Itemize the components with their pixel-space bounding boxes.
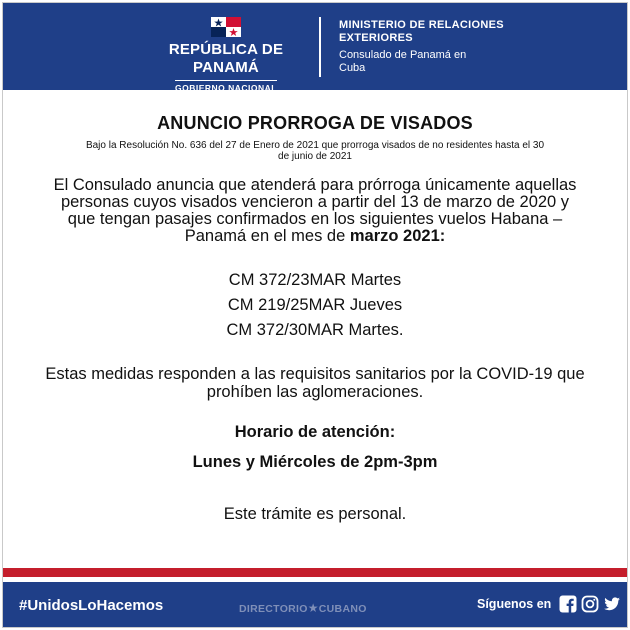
twitter-icon[interactable]: [603, 595, 621, 613]
ministry-block: [339, 19, 509, 75]
country-name: REPÚBLICA DE PANAMÁ: [168, 41, 284, 76]
government-name: GOBIERNO NACIONAL: [175, 80, 277, 93]
panama-flag-icon: [211, 17, 241, 37]
consulate-name: Consulado de Panamá en Cuba: [339, 49, 467, 74]
hashtag: #UnidosLoHacemos: [19, 597, 164, 614]
announcement-card: [2, 2, 628, 628]
main-paragraph-bold: marzo 2021:: [349, 227, 446, 245]
main-paragraph-text: El Consulado anuncia que atenderá para prórroga únicamente aquellas personas cuyos visados vencieron a partir del 13 de marzo de 2020 y que tengan pasajes confirmados en los siguientes vuelos Habana – Panamá en el mes de: [53, 176, 577, 245]
instagram-icon[interactable]: [581, 595, 599, 613]
star-icon: ★: [307, 601, 319, 615]
social-links: [477, 595, 621, 613]
ministry-name: MINISTERIO DE RELACIONES EXTERIORES: [339, 19, 504, 44]
main-paragraph: [50, 177, 580, 245]
watermark-right: CUBANO: [318, 603, 367, 615]
follow-label: Síguenos en: [477, 597, 552, 611]
header-banner: [3, 3, 627, 93]
header-divider: [319, 17, 321, 77]
facebook-icon[interactable]: [559, 595, 577, 613]
flight-item: CM 372/30MAR Martes.: [226, 321, 404, 339]
personal-note: Este trámite es personal.: [223, 505, 407, 523]
footer-banner: [3, 582, 627, 628]
announcement-title: ANUNCIO PRORROGA DE VISADOS: [157, 113, 473, 133]
flight-item: CM 372/23MAR Martes: [228, 271, 402, 289]
footer-red-stripe: [3, 568, 627, 577]
announcement-subtitle: Bajo la Resolución No. 636 del 27 de Enero de 2021 que prorroga visados de no residentes hasta el 30 de junio de 2021: [85, 140, 545, 162]
watermark: [239, 601, 367, 615]
schedule-days: Lunes y Miércoles de 2pm-3pm: [192, 453, 438, 471]
measures-paragraph: Estas medidas responden a las requisitos sanitarios por la COVID-19 que prohíben las aglomeraciones.: [45, 365, 585, 401]
flight-list: [3, 268, 627, 343]
announcement-body: [3, 90, 627, 525]
schedule-title: Horario de atención:: [234, 423, 396, 441]
flight-item: CM 219/25MAR Jueves: [227, 296, 403, 314]
government-logo: [141, 17, 311, 93]
watermark-left: DIRECTORIO: [239, 603, 308, 615]
